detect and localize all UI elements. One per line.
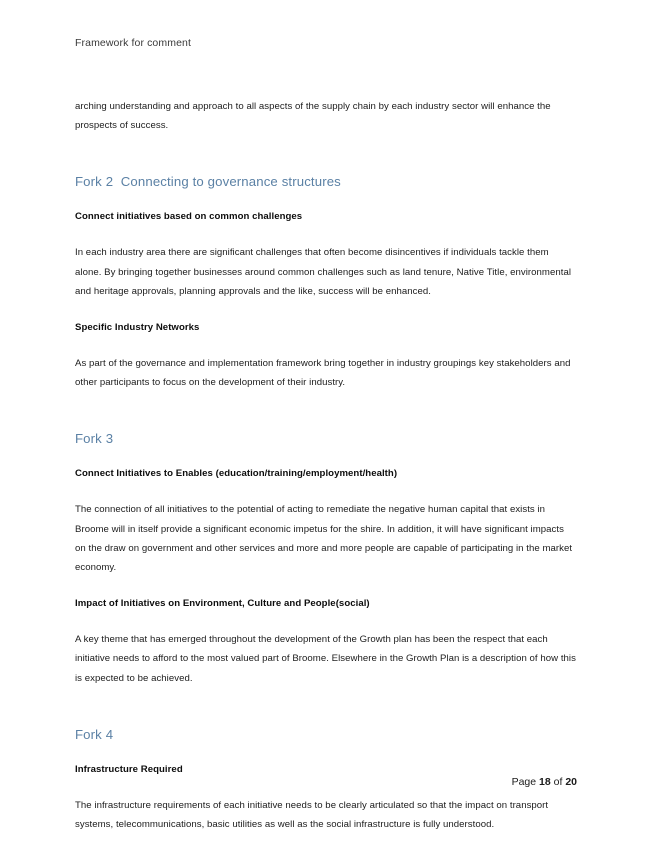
- subheading-connect-initiatives-common-challenges: Connect initiatives based on common challenges: [75, 211, 303, 223]
- fork-label-4: Fork 4: [75, 726, 114, 742]
- fork-title-2: Connecting to governance structures: [120, 174, 341, 190]
- document-header: Framework for comment: [75, 37, 191, 49]
- footer-total-pages: 20: [565, 776, 577, 788]
- section-heading-fork-4: [75, 726, 577, 743]
- paragraph-infrastructure-required: The infrastructure requirements of each initiative needs to be clearly articulated so that the impact on transport systems, telecommunications, basic utilities as well as the social infrastructure is fully understood.: [75, 799, 549, 831]
- fork-label-3: Fork 3: [75, 431, 114, 447]
- subheading-infrastructure-required: Infrastructure Required: [75, 763, 183, 775]
- paragraph-specific-industry-networks: As part of the governance and implementation framework bring together in industry groupings key stakeholders and other participants to focus on the development of their industry.: [75, 358, 571, 389]
- footer-page-word: Page: [511, 776, 540, 788]
- paragraph-impact-of-initiatives: A key theme that has emerged throughout the development of the Growth plan has been the respect that each initiative needs to afford to the most valued part of Broome. Elsewhere in the Growth Plan is a description of how this is expected to be achieved.: [75, 634, 576, 684]
- page-content: [75, 0, 577, 834]
- section-heading-fork-3: [75, 430, 577, 447]
- intro-paragraph: arching understanding and approach to all aspects of the supply chain by each industry sector will enhance the prospects of success.: [75, 101, 551, 132]
- subheading-impact-of-initiatives: Impact of Initiatives on Environment, Culture and People(social): [75, 598, 370, 610]
- page-footer: [75, 775, 577, 789]
- subheading-connect-initiatives-to-enables: Connect Initiatives to Enables (education/training/employment/health): [75, 468, 398, 480]
- fork-label-2: Fork 2: [75, 174, 114, 190]
- footer-of-word: of: [550, 776, 566, 788]
- paragraph-common-challenges: In each industry area there are significant challenges that often become disincentives if individuals tackle them alone. By bringing together businesses around common challenges such as land tenure, Native Title, environmental and heritage approvals, planning approvals and the like, success will be enhanced.: [75, 247, 572, 297]
- section-heading-fork-2: [75, 173, 577, 190]
- subheading-specific-industry-networks: Specific Industry Networks: [75, 322, 200, 334]
- footer-page-number: 18: [539, 776, 551, 788]
- paragraph-connect-initiatives-to-enables: The connection of all initiatives to the potential of acting to remediate the negative human capital that exists in Broome will in itself provide a significant economic impetus for the shire. In addition, it will have significant impacts on the draw on government and other services and more and more people are capable of participating in the market economy.: [75, 504, 573, 574]
